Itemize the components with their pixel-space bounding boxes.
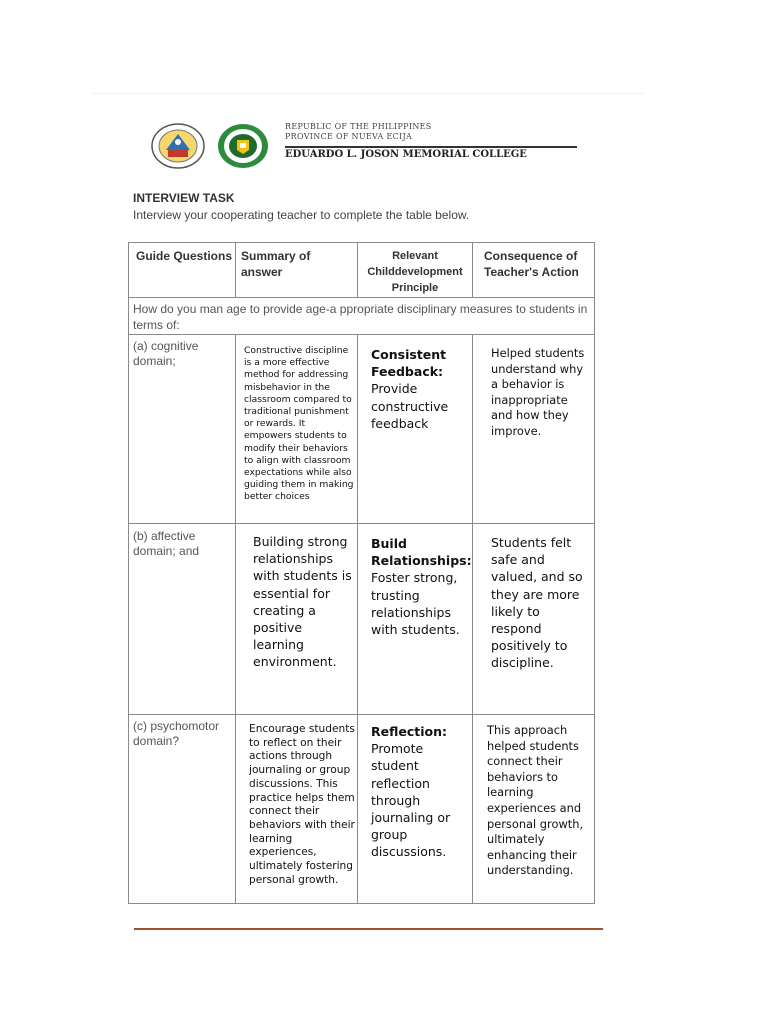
table-rule [128,714,595,715]
question-affective: (b) affective domain; and [133,529,200,558]
question-cognitive: (a) cognitive domain; [133,339,199,368]
table-border-top [128,242,595,243]
table-rule [235,334,236,904]
header-college-name: EDUARDO L. JOSON MEMORIAL COLLEGE [285,149,527,160]
table-rule [357,334,358,904]
header-rule [285,146,577,148]
task-title: INTERVIEW TASK [133,191,235,205]
principle-title: Reflection: [371,724,448,739]
header-text [285,122,590,160]
header-guide-questions: Guide Questions [136,249,233,263]
table-border-right [594,242,595,904]
table-rule [472,334,473,904]
summary-cognitive: Constructive discipline is a more effective method for addressing misbehavior in the classroom compared to traditional punishment or rewards. It empowers students to modify their behaviors to align with classroom expectations while also guiding them in making better choices [244,345,354,503]
principle-body: Foster strong, trusting relationships with students. [371,570,460,638]
principle-affective [371,535,472,638]
principle-psychomotor [371,723,469,861]
principle-cognitive [371,346,469,432]
summary-psychomotor: Encourage students to reflect on their actions through journaling or group discussions. This practice helps them connect their behaviors with their learning experiences, ultimately fostering personal growth. [249,723,355,886]
page-top-edge [92,93,644,94]
consequence-psychomotor: This approach helped students connect their behaviors to learning experiences and personal growth, ultimately enhancing their understanding. [487,723,584,878]
question-psychomotor: (c) psychomotor domain? [133,719,220,748]
table-rule [472,242,473,297]
footer-rule [134,928,603,930]
header-province: PROVINCE OF NUEVA ECIJA [285,132,413,141]
header-republic: REPUBLIC OF THE PHILIPPINES [285,122,432,131]
principle-body: Promote student reflection through journaling or group discussions. [371,741,451,860]
table-rule [235,242,236,297]
header-consequence: Consequence of Teacher's Action [484,249,579,279]
interview-table [128,242,595,904]
task-instruction: Interview your cooperating teacher to complete the table below. [133,208,470,222]
table-prompt: How do you man age to provide age-a ppropriate disciplinary measures to students in terms of: [133,302,588,332]
principle-title: Consistent Feedback: [371,347,447,380]
table-rule [128,523,595,524]
document-header [150,122,590,172]
principle-body: Provide constructive feedback [371,381,449,431]
table-rule [128,334,595,335]
table-border-bottom [128,903,595,904]
table-rule [357,242,358,297]
table-rule [128,297,595,298]
header-summary: Summary of answer [241,249,311,279]
header-principle: Relevant Childdevelopment Principle [367,250,463,294]
consequence-affective: Students felt safe and valued, and so they are more likely to respond positively to discipline. [491,535,583,671]
principle-title: Build Relationships: [371,536,472,569]
nueva-ecija-seal-icon [150,122,206,170]
summary-affective: Building strong relationships with students is essential for creating a positive learning environment. [253,534,352,670]
consequence-cognitive: Helped students understand why a behavior is inappropriate and how they improve. [491,346,585,438]
college-seal-icon [216,122,270,170]
table-border-left [128,242,129,904]
